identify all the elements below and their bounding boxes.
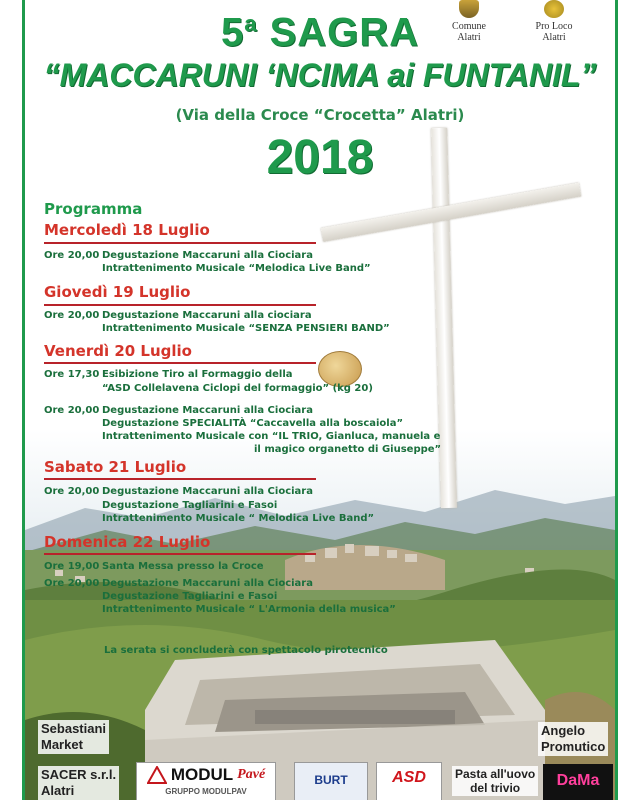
event-line: Intrattenimento Musicale “ L'Armonia della musica” <box>102 604 396 615</box>
event-line: Intrattenimento Musicale “Melodica Live Band” <box>102 263 371 274</box>
day-underline <box>44 304 316 306</box>
sponsor-burt-name: BURT <box>314 773 348 787</box>
event-line: Intrattenimento Musicale “SENZA PENSIERI BAND” <box>102 323 390 334</box>
event-line: Degustazione Maccaruni alla Ciociara <box>102 405 313 416</box>
day-underline <box>44 242 316 244</box>
day-heading: Giovedì 19 Luglio <box>44 283 191 301</box>
event-line: il magico organetto di Giuseppe” <box>254 444 442 455</box>
event-line: Degustazione SPECIALITÀ “Caccavella alla boscaiola” <box>102 418 404 429</box>
day-heading: Sabato 21 Luglio <box>44 458 187 476</box>
sponsor-line: Alatri <box>41 783 75 798</box>
day-underline <box>44 362 316 364</box>
title-word: SAGRA <box>269 10 420 55</box>
closing-note: La serata si concluderà con spettacolo pirotecnico <box>104 645 388 656</box>
comune-logo <box>437 0 501 43</box>
comune-logo-line2: Alatri <box>457 32 481 43</box>
edition-suffix: a <box>244 11 258 36</box>
sponsor-line: Pasta all'uovo <box>455 767 536 781</box>
sponsor-asd-name: ASD <box>392 769 426 786</box>
event-line: Intrattenimento Musicale “ Melodica Live Band” <box>102 513 375 524</box>
sponsor-line: Market <box>41 737 83 752</box>
day-heading: Domenica 22 Luglio <box>44 533 211 551</box>
event-line: Degustazione Maccaruni alla ciociara <box>102 310 312 321</box>
day-underline <box>44 553 316 555</box>
sponsor-modul-sub: GRUPPO MODULPAV <box>165 787 247 796</box>
event-entry <box>44 369 293 381</box>
event-line: Degustazione Maccaruni alla Ciociara <box>102 578 313 589</box>
sponsor-line: SACER s.r.l. <box>41 767 117 782</box>
crest-icon <box>459 0 479 18</box>
event-time: Ore 20,00 <box>44 578 100 589</box>
day-heading: Mercoledì 18 Luglio <box>44 221 210 239</box>
event-line: Santa Messa presso la Croce <box>102 561 264 572</box>
sponsor-angelo <box>538 722 608 756</box>
event-line: Degustazione Tagliarini e Fasoi <box>102 591 278 602</box>
event-entry <box>44 310 312 322</box>
event-year: 2018 <box>266 131 374 184</box>
day-heading: Venerdì 20 Luglio <box>44 342 192 360</box>
sponsor-modul-script: Pavé <box>237 767 266 782</box>
event-entry <box>44 561 264 573</box>
event-entry <box>44 486 313 498</box>
event-line: Esibizione Tiro al Formaggio della <box>102 369 293 380</box>
cheese-wheel-image <box>318 351 362 387</box>
sponsor-pasta <box>452 766 538 796</box>
event-time: Ore 20,00 <box>44 250 100 261</box>
event-entry <box>44 405 313 417</box>
sponsor-burt <box>294 762 368 800</box>
event-line: “ASD Collelavena Ciclopi del formaggio” (kg 20) <box>102 383 373 394</box>
event-line: Degustazione Tagliarini e Fasoi <box>102 500 278 511</box>
event-line: Degustazione Maccaruni alla Ciociara <box>102 486 313 497</box>
proloco-logo-line2: Alatri <box>542 32 566 43</box>
sponsor-modul <box>136 762 276 800</box>
sponsor-line: Angelo <box>541 723 586 738</box>
sponsor-sacer <box>38 766 119 800</box>
comune-logo-line1: Comune <box>452 21 486 32</box>
sponsor-line: Promutico <box>541 739 606 754</box>
sponsor-asd <box>376 762 442 800</box>
event-entry <box>44 250 313 262</box>
edition-number: 5 <box>220 10 245 55</box>
proloco-logo-line1: Pro Loco <box>535 21 573 32</box>
triangle-logo-icon <box>147 766 167 784</box>
event-time: Ore 20,00 <box>44 486 100 497</box>
sponsor-modul-name: MODUL <box>170 765 234 784</box>
event-name: “MACCARUNI ‘NCIMA ai FUNTANIL” <box>43 57 597 93</box>
event-line: Intrattenimento Musicale con “IL TRIO, Gianluca, manuela e <box>102 431 441 442</box>
day-underline <box>44 478 316 480</box>
event-time: Ore 20,00 <box>44 405 100 416</box>
event-entry <box>44 578 313 590</box>
proloco-logo <box>522 0 586 43</box>
sponsor-dama: DaMa <box>543 764 613 800</box>
sponsor-line: Sebastiani <box>41 721 107 736</box>
sponsor-line: del trivio <box>470 781 521 795</box>
event-time: Ore 19,00 <box>44 561 100 572</box>
proloco-emblem-icon <box>544 0 564 18</box>
event-line: Degustazione Maccaruni alla Ciociara <box>102 250 313 261</box>
sponsor-sebastiani <box>38 720 109 754</box>
cross-horizontal-beam <box>321 183 581 242</box>
program-heading: Programma <box>44 200 143 218</box>
event-time: Ore 20,00 <box>44 310 100 321</box>
event-time: Ore 17,30 <box>44 369 100 380</box>
event-location: (Via della Croce “Crocetta” Alatri) <box>175 106 465 124</box>
